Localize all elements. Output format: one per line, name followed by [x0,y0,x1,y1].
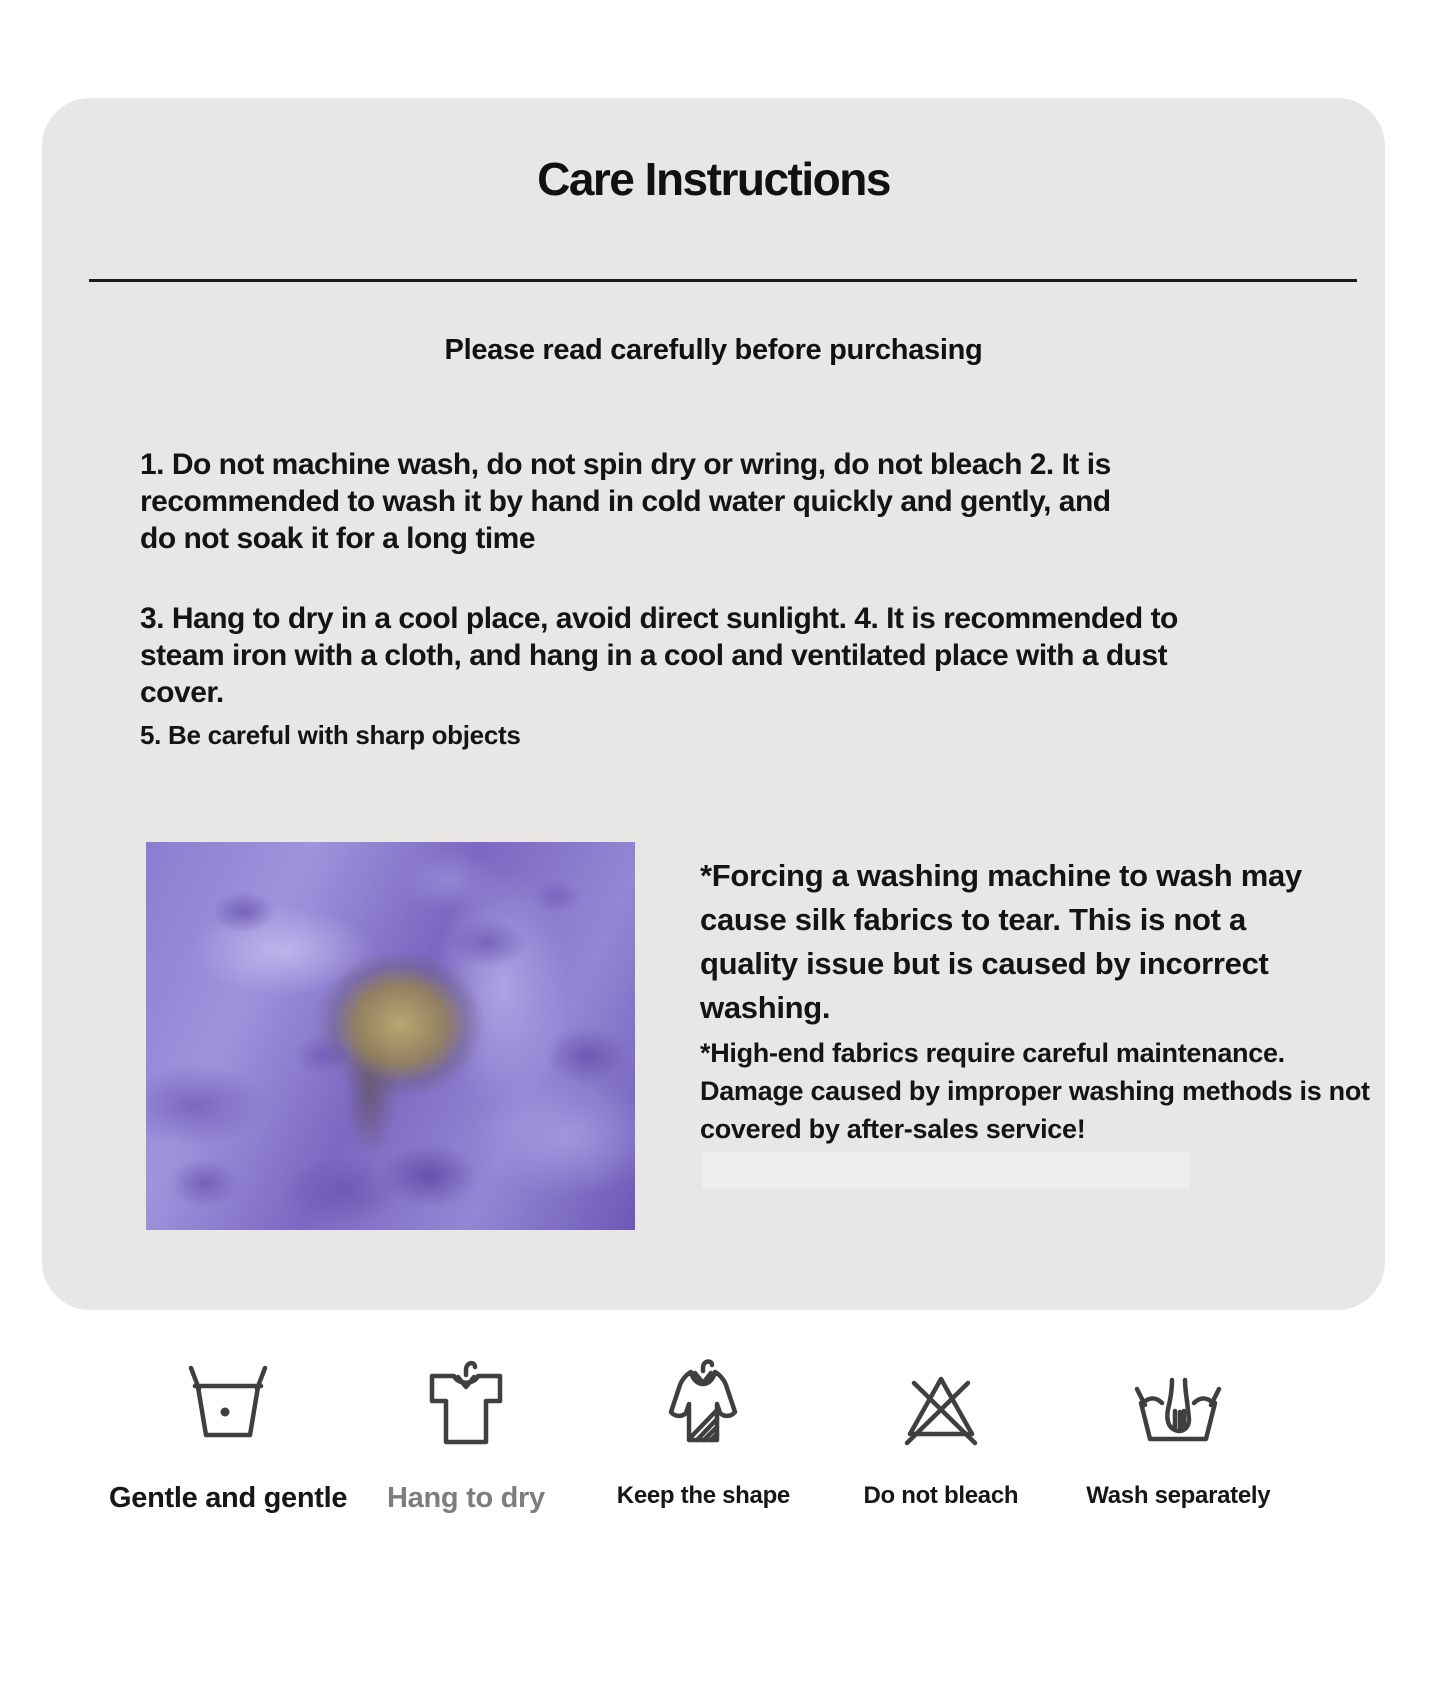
care-symbol-label: Gentle and gentle [109,1482,348,1514]
care-symbol-label: Hang to dry [387,1482,545,1514]
care-symbol-wash-separately [1060,1356,1297,1526]
warning-line: *Forcing a washing machine to wash may [700,858,1302,893]
paragraph-line: do not soak it for a long time [140,522,536,555]
hang-to-dry-shirt-icon [416,1356,516,1456]
paragraph-line: 3. Hang to dry in a cool place, avoid direct sunlight. 4. It is recommended to [140,602,1178,635]
care-symbol-label: Wash separately [1086,1482,1271,1509]
warning-line: washing. [700,990,831,1025]
paragraph-line: cover. [140,676,224,709]
instruction-paragraph-2 [140,600,1178,711]
warning-line: covered by after-sales service! [700,1114,1086,1144]
care-symbol-label: Do not bleach [863,1482,1019,1509]
gentle-wash-basin-icon [178,1356,278,1456]
paragraph-line: 1. Do not machine wash, do not spin dry or wring, do not bleach 2. It is [140,448,1111,481]
hand-wash-separately-icon [1128,1356,1228,1456]
keep-shape-garment-icon [653,1356,753,1456]
title-divider-line [89,279,1357,282]
page-title: Care Instructions [537,153,890,205]
care-symbols-row [109,1356,1297,1526]
torn-purple-silk-fabric-photo [146,842,635,1230]
highlight-band [702,1152,1190,1188]
care-symbol-keep-shape [585,1356,822,1526]
care-symbol-gentle-wash [109,1356,347,1526]
paragraph-line: steam iron with a cloth, and hang in a cool and ventilated place with a dust [140,639,1168,672]
warning-secondary [700,1034,1370,1148]
warning-line: cause silk fabrics to tear. This is not a [700,902,1246,937]
care-instructions-card [42,98,1385,1310]
warning-line: Damage caused by improper washing methods is not [700,1076,1370,1106]
do-not-bleach-triangle-icon [891,1356,991,1456]
instruction-paragraph-1 [140,446,1111,557]
sharp-objects-note: 5. Be careful with sharp objects [140,720,521,750]
warning-line: *High-end fabrics require careful maintenance. [700,1038,1285,1068]
subtitle: Please read carefully before purchasing [444,334,983,366]
care-symbol-do-not-bleach [822,1356,1059,1526]
care-symbol-hang-to-dry [347,1356,584,1526]
care-symbol-label: Keep the shape [616,1482,790,1509]
warning-primary [700,854,1340,1030]
warning-line: quality issue but is caused by incorrect [700,946,1269,981]
paragraph-line: recommended to wash it by hand in cold water quickly and gently, and [140,485,1111,518]
